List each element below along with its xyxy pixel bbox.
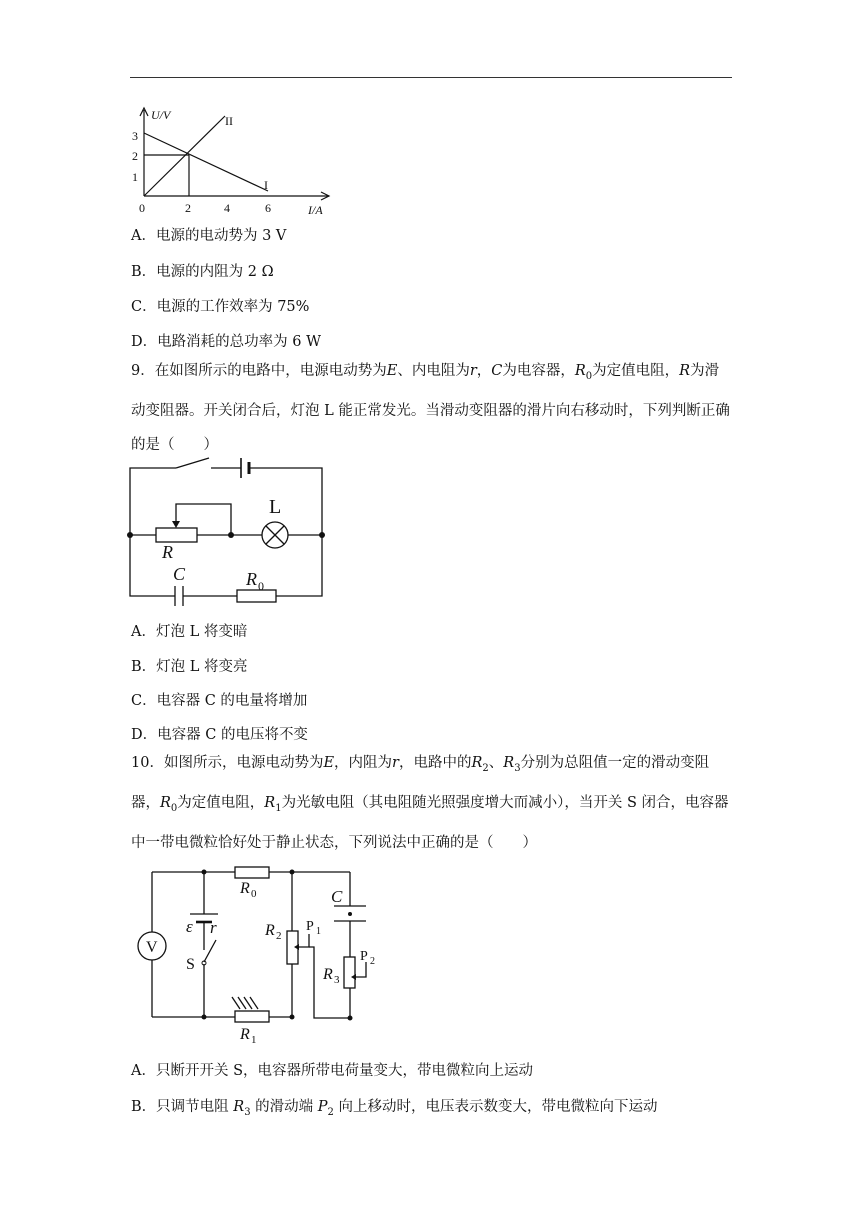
q9-option-c: C．电容器 C 的电量将增加 [131, 693, 308, 709]
junction-dot [290, 1015, 295, 1020]
x-axis-label: I/A [308, 203, 323, 217]
q9-stem: 9．在如图所示的电路中，电源电动势为E、内电阻为r，C为电容器，$R_0$为定值电阻，R为滑动变阻器。开关闭合后，灯泡 L 能正常发光。当滑动变阻器的滑片向右移动时，下列判断正确的是（ ） [131, 363, 730, 453]
q9-circuit [125, 455, 335, 605]
charged-particle [348, 912, 352, 916]
junction-dot [319, 532, 325, 538]
q8-option-b: B．电源的内阻为 2 Ω [131, 264, 274, 280]
y-tick: 2 [132, 149, 138, 163]
r3-label: R [323, 966, 333, 983]
switch-label: S [186, 956, 195, 973]
line-label-i: I [264, 178, 268, 192]
internal-resistance-label: r [210, 918, 217, 937]
r0-label: R [240, 880, 250, 897]
q10-stem: 10．如图所示，电源电动势为E，内阻为r，电路中的$R_2$、$R_3$分别为总阻值一定的滑动变阻器，$R_0$为定值电阻，$R_1$为光敏电阻（其电阻随光照强度增大而减小），当开关 S 闭合，电容器中一带电微粒恰好处于静止状态，下列说法中正确的是（ ） [131, 755, 729, 851]
q8-option-c: C．电源的工作效率为 75% [131, 299, 310, 315]
q9-option-b: B．灯泡 L 将变亮 [131, 659, 248, 675]
r1-label: R [240, 1026, 250, 1043]
resistor-label-sub: 0 [258, 579, 264, 593]
y-tick: 3 [132, 129, 138, 143]
p2-label: P [360, 949, 368, 964]
q10-option-b: B．只调节电阻 $R_3$ 的滑动端 $P_2$ 向上移动时，电压表示数变大，带电微粒向下运动 [131, 1099, 658, 1118]
q10-circuit [130, 862, 375, 1047]
junction-dot [348, 1016, 353, 1021]
rheostat-label: R [162, 542, 173, 562]
line-label-ii: II [225, 114, 233, 128]
q8-option-a: A．电源的电动势为 3 V [131, 228, 287, 244]
r2-label: R [265, 922, 275, 939]
p1-label: P [306, 919, 314, 934]
ui-graph [125, 103, 325, 218]
y-axis-label: U/V [151, 108, 171, 122]
capacitor-label: C [331, 887, 343, 906]
q9-option-a: A．灯泡 L 将变暗 [131, 624, 248, 640]
x-tick: 0 [139, 201, 145, 215]
junction-dot [290, 870, 295, 875]
r3-label-sub: 3 [334, 974, 340, 986]
junction-dot [127, 532, 133, 538]
header-rule [130, 77, 732, 78]
capacitor-label: C [173, 564, 186, 584]
r1-label-sub: 1 [251, 1034, 257, 1046]
lamp-label: L [269, 496, 282, 518]
p1-label-sub: 1 [316, 926, 321, 937]
resistor-label: R [246, 569, 257, 589]
junction-dot [202, 870, 207, 875]
x-tick: 4 [224, 201, 230, 215]
q9-option-d: D．电容器 C 的电压将不变 [131, 727, 308, 743]
x-tick: 6 [265, 201, 271, 215]
x-tick: 2 [185, 201, 191, 215]
emf-label: ε [186, 917, 193, 936]
voltmeter-label: V [146, 939, 158, 956]
junction-dot [202, 1015, 207, 1020]
r0-label-sub: 0 [251, 888, 257, 900]
y-tick: 1 [132, 170, 138, 184]
junction-dot [228, 532, 234, 538]
r2-label-sub: 2 [276, 930, 282, 942]
q8-option-d: D．电路消耗的总功率为 6 W [131, 334, 321, 350]
q10-option-a: A．只断开开关 S，电容器所带电荷量变大，带电微粒向上运动 [131, 1063, 534, 1079]
p2-label-sub: 2 [370, 956, 375, 967]
